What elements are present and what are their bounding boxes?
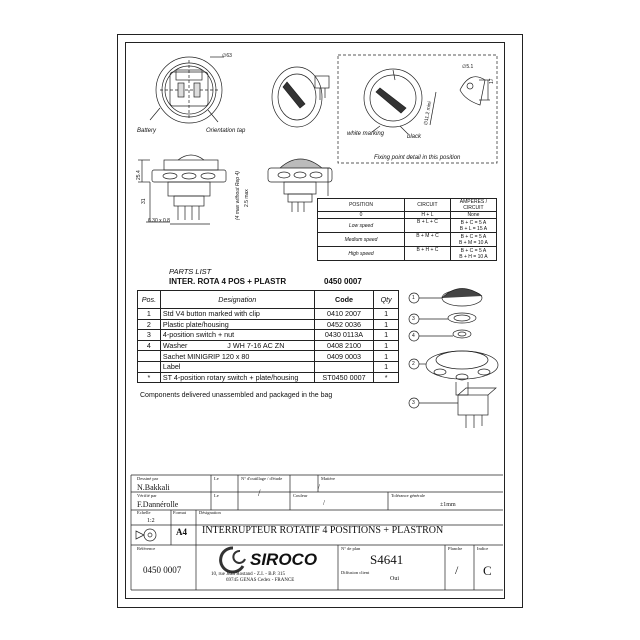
table-row	[138, 372, 399, 383]
couleur-label: Couleur	[293, 493, 308, 498]
parts-code: 0409 0003	[314, 351, 374, 362]
parts-pos: 1	[138, 309, 161, 320]
pos-row-circuit: B + L + C	[405, 219, 451, 233]
parts-header-pos: Pos.	[138, 291, 161, 309]
pos-row-amperes: B + C = 5 A B + L = 15 A	[450, 219, 496, 233]
table-row	[138, 351, 399, 362]
table-row	[138, 309, 399, 320]
plan-label: N° de plan	[341, 546, 361, 551]
dim-17-label: 17	[489, 78, 495, 84]
parts-qty: 1	[374, 361, 399, 372]
pos-row-position: Low speed	[318, 219, 405, 233]
exploded-view-drawing	[409, 288, 498, 428]
parts-pos	[138, 361, 161, 372]
parts-code	[314, 361, 374, 372]
company-name: SIROCO	[250, 550, 318, 569]
designation-value: INTERRUPTEUR ROTATIF 4 POSITIONS + PLASTRON	[202, 525, 444, 536]
diameter-11-2-label: ∅11.2 mini	[423, 100, 434, 126]
tool-value: /	[258, 488, 261, 498]
echelle-label: Echelle	[137, 510, 151, 515]
parts-pos: 3	[138, 330, 161, 341]
parts-pos: *	[138, 372, 161, 383]
front-view-drawing	[150, 57, 224, 123]
parts-qty: 1	[374, 351, 399, 362]
parts-code: 0408 2100	[314, 340, 374, 351]
drawn-by-value: N.Bakkali	[137, 483, 170, 492]
parts-code: 0452 0036	[314, 319, 374, 330]
address-line-1: 10, rue Jean Rostand - Z.I. - B.P. 315	[211, 572, 286, 577]
parts-qty: 1	[374, 330, 399, 341]
format-label: Format	[173, 510, 186, 515]
designation-label: Désignation	[199, 510, 221, 515]
parts-delivery-note: Components delivered unassembled and packaged in the bag	[140, 392, 333, 399]
parts-designation: Label	[160, 361, 314, 372]
planche-label: Planche	[448, 546, 463, 551]
white-marking-label: white marking	[347, 131, 385, 137]
dim-31-label: 31	[141, 198, 147, 204]
pos-header-circuit: CIRCUIT	[405, 199, 451, 212]
pos-row-position: Medium speed	[318, 233, 405, 247]
pos-row-amperes: B + C = 5 A B + M = 10 A	[450, 233, 496, 247]
orientation-tap-label: Orientation tap	[206, 128, 246, 134]
callout-4: 4	[412, 333, 415, 339]
diffusion-label: Diffusion client	[341, 570, 370, 575]
diameter-63-label: ∅63	[222, 53, 232, 59]
callout-2: 2	[412, 361, 415, 367]
parts-designation: Washer J WH 7-16 AC ZN	[160, 340, 314, 351]
parts-header-code: Code	[314, 291, 374, 309]
parts-header-designation: Designation	[160, 291, 314, 309]
checked-by-value: F.Dannérolle	[137, 500, 179, 509]
fixing-detail-caption: Fixing point detail in this position	[374, 155, 461, 161]
parts-code: 0410 2007	[314, 309, 374, 320]
parts-code: ST0450 0007	[314, 372, 374, 383]
format-value: A4	[176, 527, 187, 537]
battery-label: Battery	[137, 128, 157, 134]
perspective-knob-drawing	[272, 67, 329, 127]
parts-designation: Sachet MINIGRIP 120 x 80	[160, 351, 314, 362]
diameter-5-1-label: ∅5.1	[462, 64, 474, 70]
parts-pos: 2	[138, 319, 161, 330]
address-line-2: 69745 GENAS Cedex - FRANCE	[226, 578, 295, 583]
parts-qty: 1	[374, 319, 399, 330]
pos-row-circuit: H + L	[405, 212, 451, 219]
parts-qty: *	[374, 372, 399, 383]
dim-4-max-label: (4 max without Rep 4)	[235, 171, 241, 220]
pos-row-amperes: None	[450, 212, 496, 219]
table-row	[138, 340, 399, 351]
dim-25-4-label: 25.4	[136, 170, 142, 180]
planche-value: /	[455, 563, 459, 577]
parts-pos	[138, 351, 161, 362]
pos-header-amperes: AMPERES / CIRCUIT	[450, 199, 496, 212]
diffusion-value: Oui	[390, 576, 399, 582]
parts-designation: Plastic plate/housing	[160, 319, 314, 330]
matiere-value: /	[318, 483, 320, 491]
parts-list-table	[137, 290, 399, 383]
fixing-detail-box	[338, 55, 497, 163]
dim-6-30-label: 6.30 x 0.8	[148, 218, 170, 224]
parts-header-qty: Qty	[374, 291, 399, 309]
date-label-2: Le	[214, 493, 219, 498]
indice-value: C	[483, 563, 492, 578]
parts-designation: ST 4-position rotary switch + plate/housing	[160, 372, 314, 383]
parts-code: 0430 0113A	[314, 330, 374, 341]
pos-row-position: High speed	[318, 247, 405, 261]
pos-row-circuit: B + H + C	[405, 247, 451, 261]
callout-1: 1	[412, 295, 415, 301]
tolerance-value: ±1mm	[440, 502, 456, 508]
matiere-label: Matière	[321, 476, 335, 481]
dim-2-5-label: 2.5 max	[244, 189, 250, 207]
plan-value: S4641	[370, 552, 404, 567]
pos-row-position: 0	[318, 212, 405, 219]
parts-list-title-code: 0450 0007	[324, 277, 362, 286]
tolerance-label: Tolérance générale	[391, 493, 426, 498]
reference-value: 0450 0007	[143, 565, 182, 575]
pos-row-circuit: B + M + C	[405, 233, 451, 247]
date-label: Le	[214, 476, 219, 481]
siroco-logo-icon	[221, 548, 245, 572]
reference-label: Référence	[137, 546, 156, 551]
echelle-value: 1:2	[147, 518, 155, 524]
checked-by-label: Vérifié par	[137, 493, 157, 498]
pos-row-amperes: B + C = 5 A B + H = 10 A	[450, 247, 496, 261]
parts-pos: 4	[138, 340, 161, 351]
parts-designation: Std V4 button marked with clip	[160, 309, 314, 320]
table-row	[138, 319, 399, 330]
table-row	[138, 330, 399, 341]
parts-list-title: INTER. ROTA 4 POS + PLASTR	[169, 277, 287, 286]
parts-list-heading: PARTS LIST	[169, 267, 212, 276]
drawn-by-label: Dessiné par	[137, 476, 159, 481]
black-label: black	[407, 134, 422, 140]
parts-qty: 1	[374, 309, 399, 320]
callout-3-bottom: 3	[412, 400, 415, 406]
side-view-drawing	[138, 155, 226, 224]
couleur-value: /	[323, 499, 325, 507]
pos-header-position: POSITION	[318, 199, 405, 212]
tool-label: N° d'outillage / d'étude	[241, 476, 283, 481]
parts-qty: 1	[374, 340, 399, 351]
indice-label: Indice	[477, 546, 489, 551]
position-table	[317, 198, 497, 261]
parts-designation: 4-position switch + nut	[160, 330, 314, 341]
table-row	[138, 361, 399, 372]
callout-3: 3	[412, 316, 415, 322]
